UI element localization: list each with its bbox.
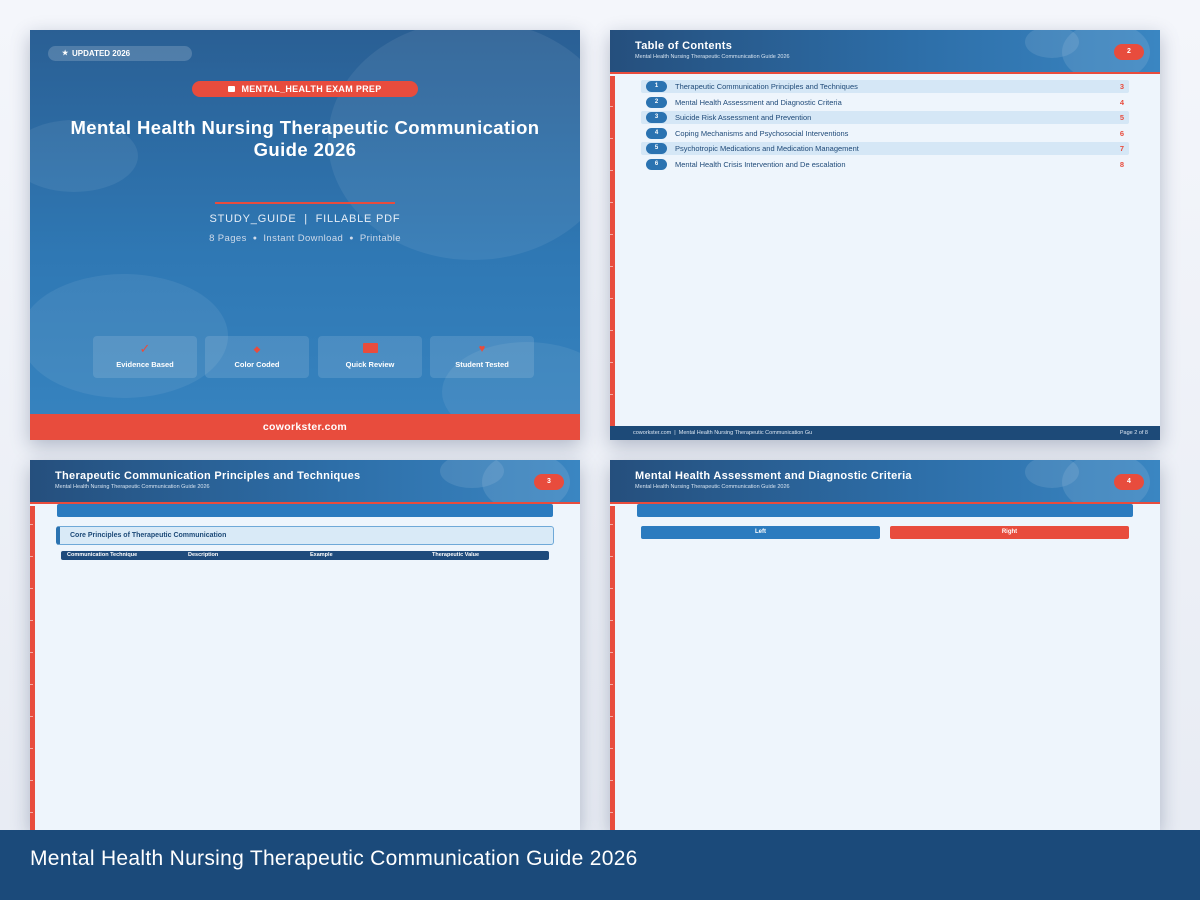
toc-item-number: 2 (646, 97, 667, 108)
cover-footer-url[interactable]: coworkster.com (30, 414, 580, 440)
toc-item[interactable] (641, 127, 1129, 140)
toc-item-page: 3 (1119, 82, 1124, 91)
book-icon (228, 86, 235, 92)
left-column-header: Left (641, 526, 880, 539)
page-footer (610, 426, 1160, 440)
table-header-cell: Communication Technique (67, 552, 138, 558)
star-icon: ★ (62, 50, 69, 57)
table-header-cell: Description (188, 552, 219, 558)
toc-item[interactable] (641, 96, 1129, 109)
page-header (610, 460, 1160, 504)
feature-label: Student Tested (455, 360, 509, 369)
toc-item-label: Psychotropic Medications and Medication Management (675, 144, 859, 154)
toc-item[interactable] (641, 111, 1129, 124)
page-header (610, 30, 1160, 74)
exam-prep-pill (192, 81, 418, 97)
toc-item-page: 5 (1119, 113, 1124, 123)
toc-page (610, 30, 1160, 440)
cover-subtitle: STUDY_GUIDE | FILLABLE PDF (209, 213, 401, 225)
heart-icon: ♥ (478, 343, 486, 355)
feature-quick-review (318, 336, 422, 378)
page-title: Mental Health Assessment and Diagnostic Criteria (635, 470, 912, 482)
page-header (30, 460, 580, 504)
side-accent-bar (610, 506, 615, 830)
feature-label: Color Coded (234, 360, 280, 369)
toc-item-number: 1 (646, 81, 667, 92)
toc-item-label: Therapeutic Communication Principles and Techniques (675, 82, 858, 91)
toc-item[interactable] (641, 158, 1129, 171)
page-number-badge: 4 (1114, 474, 1144, 490)
cover-meta: 8 Pages ● Instant Download ● Printable (209, 233, 401, 244)
footer-left-text: coworkster.com | Mental Health Nursing Therapeutic Communication Gu (633, 430, 813, 436)
table-header (61, 551, 549, 560)
toc-item-number: 6 (646, 159, 667, 170)
toc-list (641, 80, 1129, 174)
side-accent-bar (30, 506, 35, 830)
toc-item-label: Mental Health Crisis Intervention and De escalation (675, 159, 846, 169)
feature-label: Quick Review (345, 360, 395, 369)
meta-pages: 8 Pages (209, 233, 247, 244)
toc-item-page: 7 (1119, 144, 1124, 154)
feature-evidence-based (93, 336, 197, 378)
meta-download: Instant Download (263, 233, 344, 244)
updated-badge (48, 46, 192, 61)
tag-icon: ◆ (253, 344, 261, 354)
footer-page-count: Page 2 of 8 (1119, 430, 1148, 436)
page-subtitle: Mental Health Nursing Therapeutic Communication Guide 2026 (635, 54, 790, 60)
toc-item-page: 8 (1119, 159, 1124, 169)
cover-title: Mental Health Nursing Therapeutic Communication Guide 2026 (70, 117, 540, 160)
feature-label: Evidence Based (116, 360, 174, 369)
toc-item-label: Mental Health Assessment and Diagnostic Criteria (675, 97, 842, 107)
page-title: Table of Contents (635, 40, 733, 52)
toc-item-page: 4 (1119, 97, 1124, 107)
toc-item[interactable] (641, 80, 1129, 93)
feature-student-tested (430, 336, 534, 378)
right-column-header: Right (890, 526, 1129, 539)
page-number-badge: 2 (1114, 44, 1144, 60)
book-icon (318, 342, 422, 356)
product-caption: Mental Health Nursing Therapeutic Communication Guide 2026 (0, 830, 1200, 900)
section-header-bar (637, 504, 1133, 517)
side-accent-bar (610, 76, 615, 440)
page-3 (30, 460, 580, 830)
page-number-badge: 3 (534, 474, 564, 490)
exam-prep-label: MENTAL_HEALTH EXAM PREP (241, 84, 382, 94)
table-header-cell: Therapeutic Value (432, 552, 480, 558)
feature-color-coded (205, 336, 309, 378)
meta-printable: Printable (359, 233, 401, 244)
check-icon: ✓ (139, 341, 151, 356)
toc-item[interactable] (641, 142, 1129, 155)
page-4 (610, 460, 1160, 830)
toc-item-page: 6 (1119, 128, 1124, 138)
cover-page (30, 30, 580, 440)
toc-item-number: 4 (646, 128, 667, 139)
page-subtitle: Mental Health Nursing Therapeutic Communication Guide 2026 (55, 484, 210, 490)
section-header-bar (57, 504, 553, 517)
toc-item-number: 5 (646, 143, 667, 154)
page-title: Therapeutic Communication Principles and Techniques (55, 470, 361, 482)
toc-item-label: Coping Mechanisms and Psychosocial Interventions (675, 128, 849, 138)
updated-badge-label: UPDATED 2026 (72, 49, 131, 58)
table-header-cell: Example (310, 552, 333, 558)
page-subtitle: Mental Health Nursing Therapeutic Communication Guide 2026 (635, 484, 790, 490)
title-divider (215, 202, 395, 204)
toc-item-label: Suicide Risk Assessment and Prevention (675, 113, 812, 123)
toc-item-number: 3 (646, 112, 667, 123)
section-title-box: Core Principles of Therapeutic Communication (56, 526, 554, 545)
